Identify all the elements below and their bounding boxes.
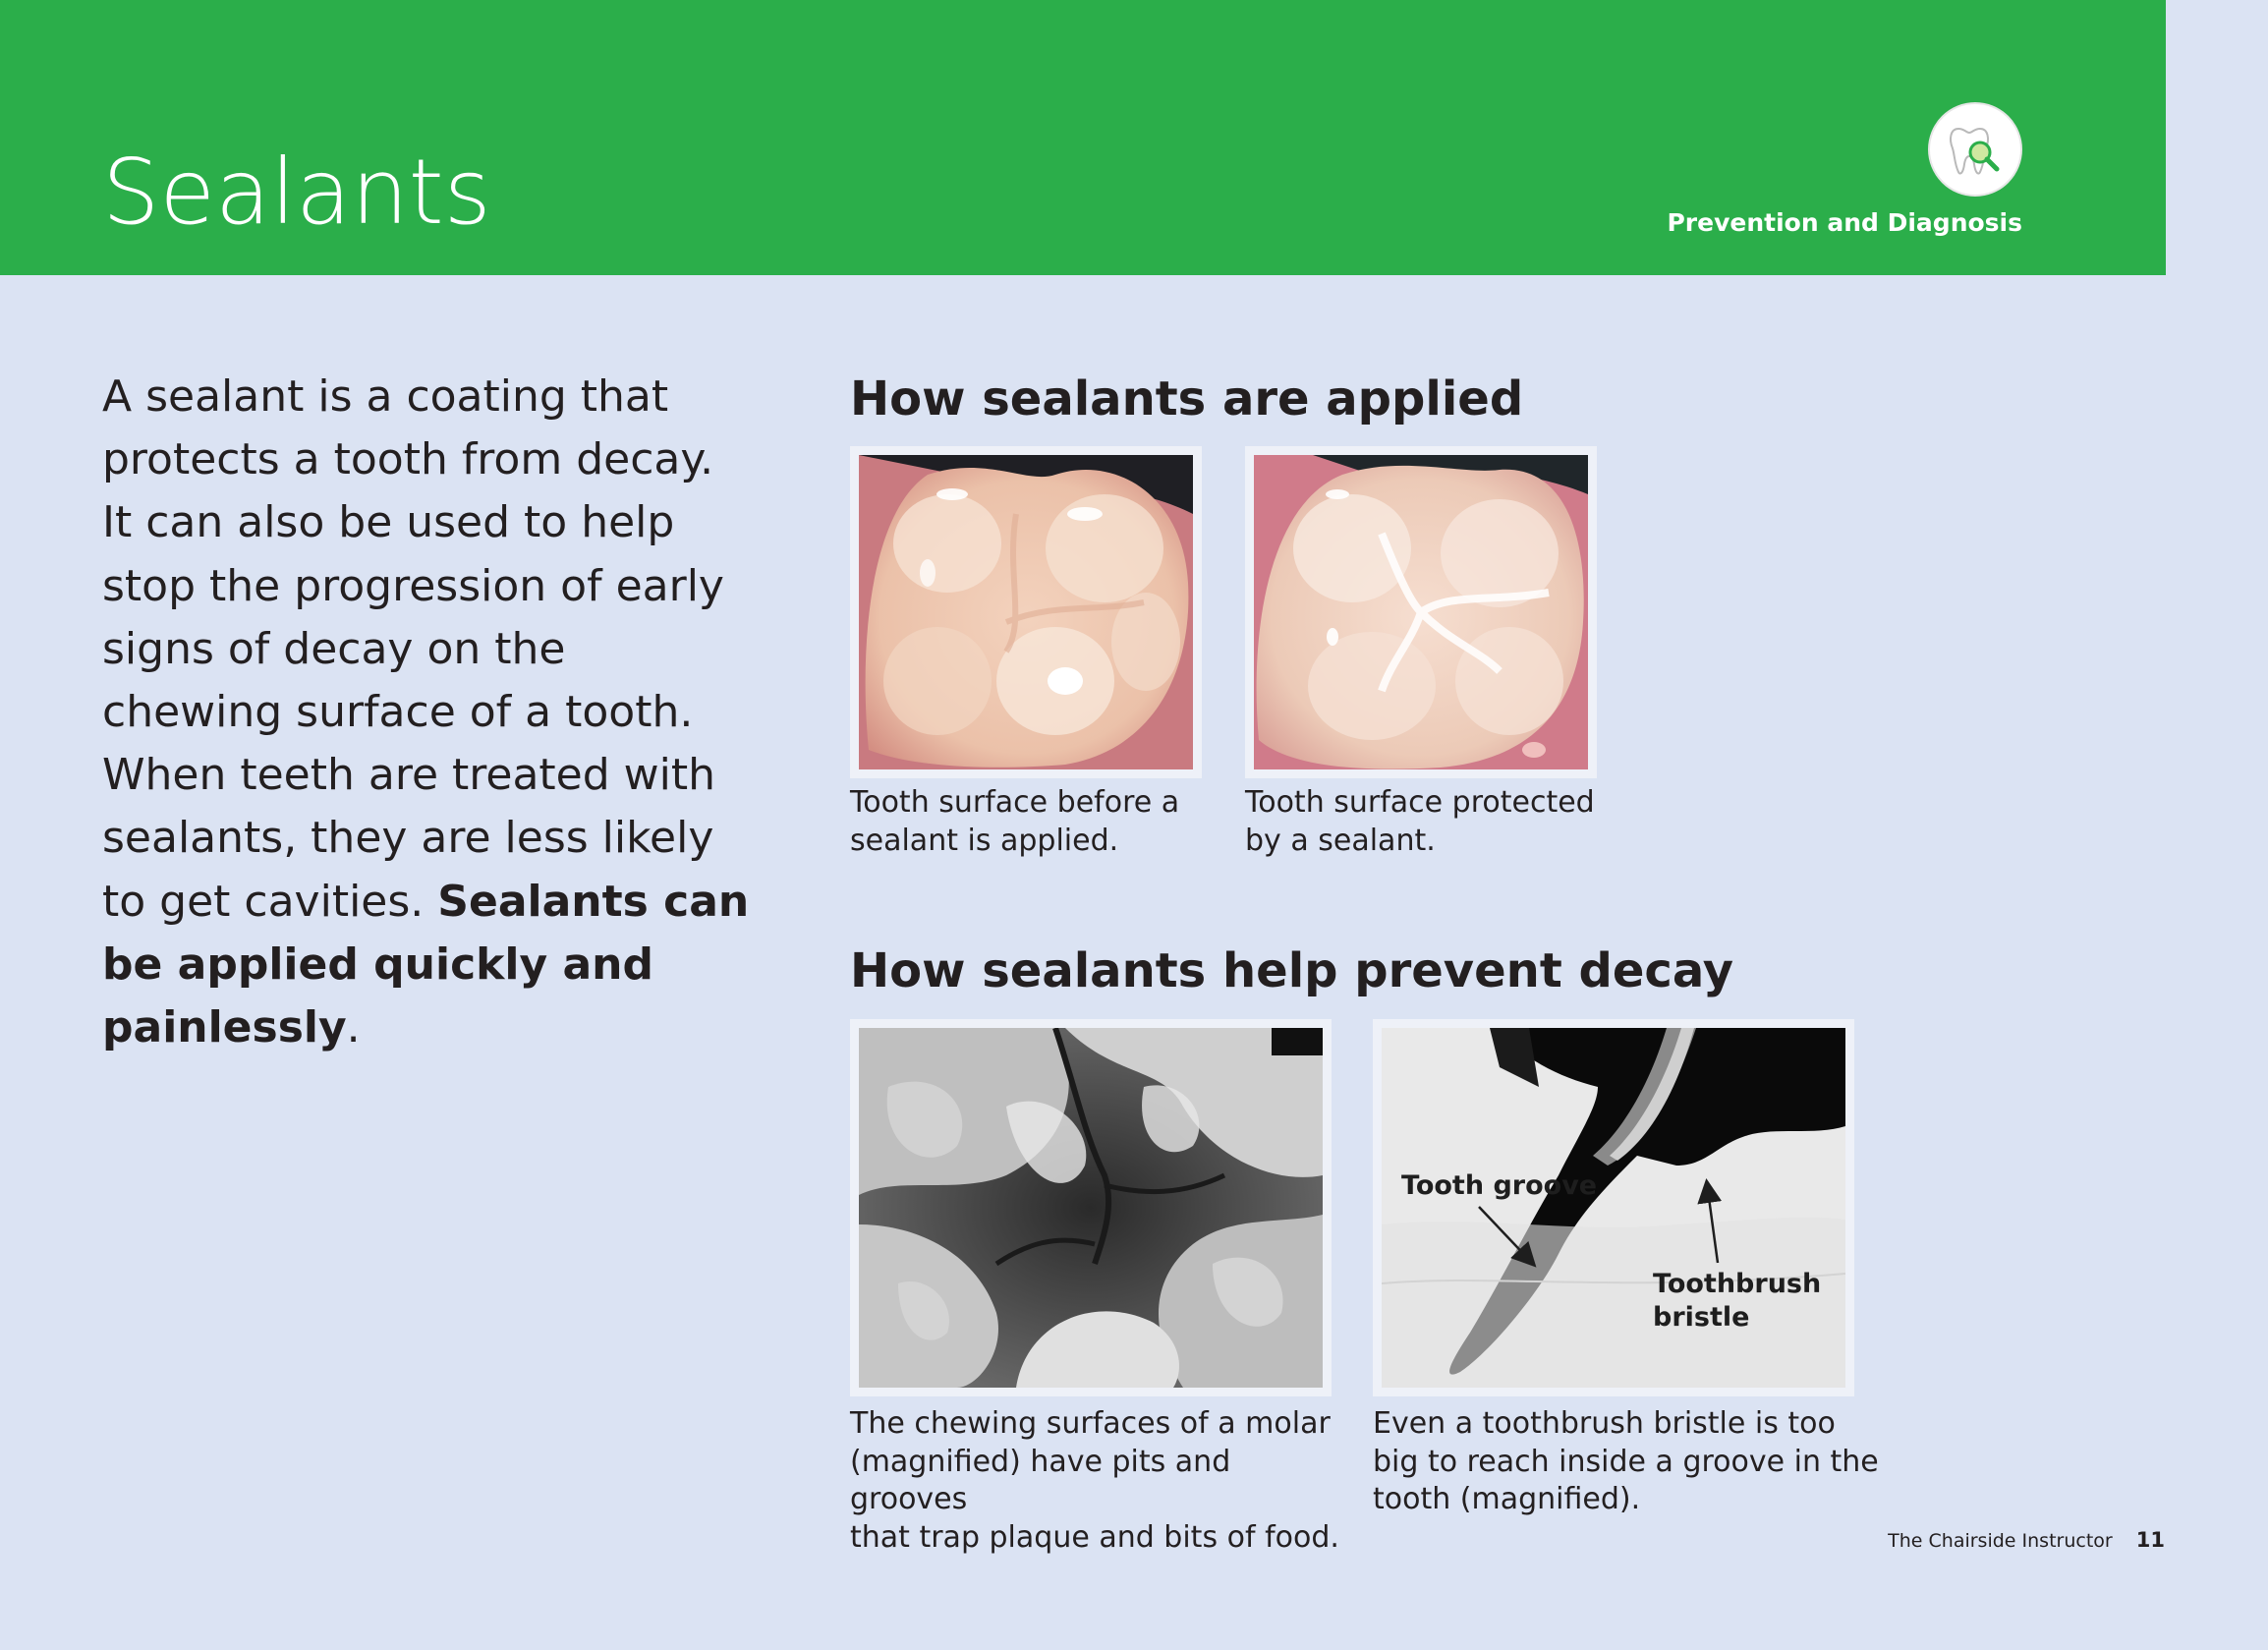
caption-line: sealant is applied. — [850, 823, 1119, 858]
caption-line: tooth (magnified). — [1373, 1482, 1641, 1516]
intro-bold-text: Sealants can be applied quickly and painlessly — [102, 876, 750, 1053]
callout-line: bristle — [1653, 1302, 1750, 1333]
caption-line: (magnified) have pits and grooves — [850, 1444, 1231, 1516]
photo-molar-magnified — [850, 1019, 1332, 1396]
caption-line: that trap plaque and bits of food. — [850, 1519, 1339, 1555]
caption-line: Even a toothbrush bristle is too — [1373, 1406, 1836, 1441]
photo-bristle-in-groove — [1373, 1019, 1854, 1396]
callout-line: Toothbrush — [1653, 1269, 1822, 1299]
section-heading-applied: How sealants are applied — [850, 371, 1524, 427]
header-banner — [0, 0, 2166, 275]
caption-line: Tooth surface before a — [850, 785, 1180, 820]
caption-molar-surfaces — [850, 1405, 1341, 1557]
caption-line: The chewing surfaces of a molar — [850, 1406, 1331, 1441]
caption-before-sealant — [850, 784, 1223, 860]
callout-tooth-groove: Tooth groove — [1401, 1170, 1598, 1201]
caption-line: Tooth surface protected — [1245, 785, 1595, 820]
photo-tooth-with-sealant — [1245, 446, 1597, 778]
caption-line: big to reach inside a groove in the — [1373, 1444, 1879, 1479]
intro-text: A sealant is a coating that protects a tooth from decay. It can also be used to help stop the progression of early signs of decay on the chewing surface of a tooth. When teeth are treated with sealants, they are less likely to get cavities. — [102, 371, 724, 927]
intro-end: . — [346, 1002, 361, 1053]
callout-toothbrush-bristle — [1653, 1268, 1830, 1335]
page-footer — [1888, 1528, 2165, 1552]
page-title: Sealants — [102, 140, 491, 245]
caption-bristle-too-big — [1373, 1405, 1884, 1519]
section-heading-prevent: How sealants help prevent decay — [850, 943, 1734, 998]
publication-name: The Chairside Instructor — [1888, 1530, 2113, 1552]
intro-paragraph — [102, 366, 751, 1059]
page-number: 11 — [2135, 1528, 2165, 1552]
section-label: Prevention and Diagnosis — [1667, 208, 2022, 237]
caption-line: by a sealant. — [1245, 823, 1436, 858]
caption-with-sealant — [1245, 784, 1618, 860]
tooth-magnifier-icon — [1928, 102, 2022, 197]
photo-tooth-before-sealant — [850, 446, 1202, 778]
